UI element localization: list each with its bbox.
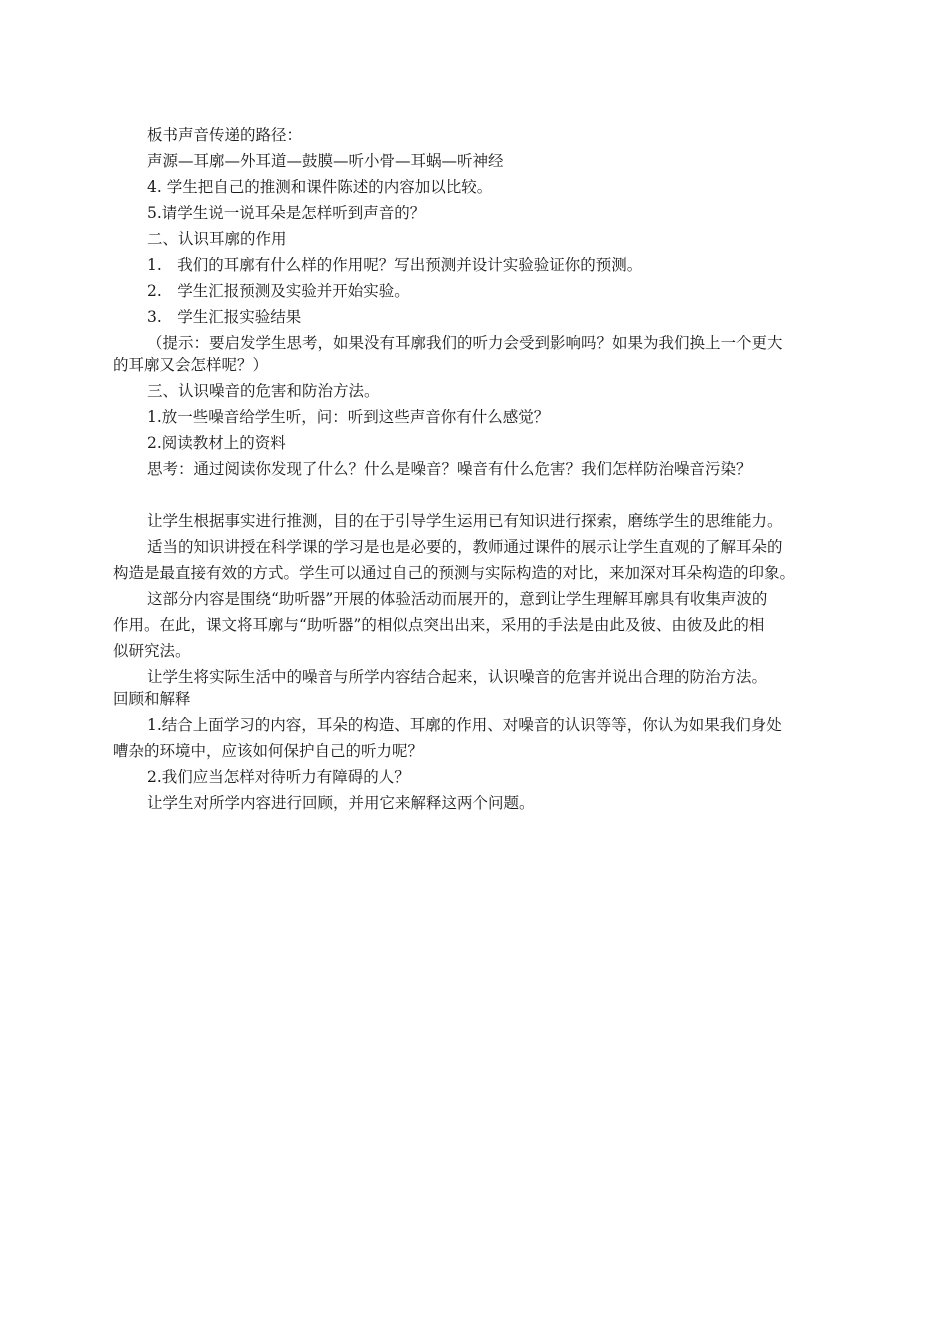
text-line: 声源—耳廓—外耳道—鼓膜—听小骨—耳蜗—听神经 — [147, 152, 504, 170]
text-line: 4. 学生把自己的推测和课件陈述的内容加以比较。 — [147, 178, 493, 196]
text-line: 思考：通过阅读你发现了什么？什么是噪音？噪音有什么危害？我们怎样防治噪音污染？ — [147, 460, 752, 478]
text-line: 3. 学生汇报实验结果 — [147, 308, 302, 326]
text-line: 5.请学生说一说耳朵是怎样听到声音的？ — [147, 204, 426, 222]
text-line: 嘈杂的环境中，应该如何保护自己的听力呢？ — [113, 742, 424, 760]
text-line: 作用。在此，课文将耳廓与“助听器”的相似点突出出来，采用的手法是由此及彼、由彼及此的相 — [113, 616, 765, 634]
text-line: 1.放一些噪音给学生听，问：听到这些声音你有什么感觉？ — [147, 408, 550, 426]
text-line: 2.阅读教材上的资料 — [147, 434, 286, 452]
text-line: 构造是最直接有效的方式。学生可以通过自己的预测与实际构造的对比，来加深对耳朵构造的印象。 — [113, 564, 796, 582]
text-line: （提示：要启发学生思考，如果没有耳廓我们的听力会受到影响吗？如果为我们换上一个更大 — [147, 334, 783, 352]
text-line: 让学生对所学内容进行回顾，并用它来解释这两个问题。 — [147, 794, 535, 812]
text-line: 1. 我们的耳廓有什么样的作用呢？写出预测并设计实验验证你的预测。 — [147, 256, 643, 274]
text-line: 似研究法。 — [113, 642, 191, 660]
text-line: 2. 学生汇报预测及实验并开始实验。 — [147, 282, 410, 300]
section-heading: 回顾和解释 — [113, 690, 191, 708]
text-line: 板书声音传递的路径： — [147, 126, 303, 144]
text-line: 2.我们应当怎样对待听力有障碍的人？ — [147, 768, 410, 786]
text-line: 适当的知识讲授在科学课的学习是也是必要的，教师通过课件的展示让学生直观的了解耳朵的 — [147, 538, 783, 556]
text-line: 的耳廓又会怎样呢？） — [113, 356, 269, 374]
section-heading: 二、认识耳廓的作用 — [147, 230, 287, 248]
text-line: 让学生根据事实进行推测，目的在于引导学生运用已有知识进行探索，磨练学生的思维能力。 — [147, 512, 783, 530]
text-line: 让学生将实际生活中的噪音与所学内容结合起来，认识噪音的危害并说出合理的防治方法。 — [147, 668, 768, 686]
text-line: 这部分内容是围绕“助听器”开展的体验活动而展开的，意到让学生理解耳廓具有收集声波的 — [147, 590, 768, 608]
text-line: 1.结合上面学习的内容，耳朵的构造、耳廓的作用、对噪音的认识等等，你认为如果我们身处 — [147, 716, 782, 734]
section-heading: 三、认识噪音的危害和防治方法。 — [147, 382, 380, 400]
